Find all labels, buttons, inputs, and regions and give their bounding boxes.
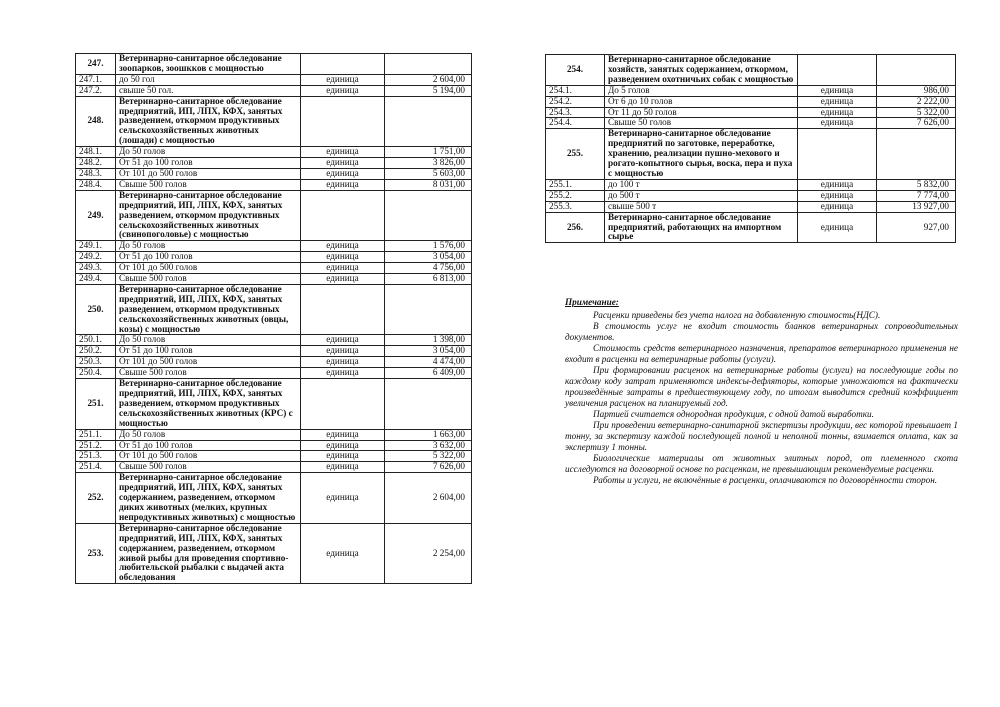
price-table-left <box>75 53 472 584</box>
row-price: 8 031,00 <box>385 179 472 190</box>
row-unit: единица <box>798 190 877 201</box>
table-section-row <box>76 523 472 583</box>
row-price: 2 254,00 <box>385 523 472 583</box>
table-section-row <box>546 55 956 86</box>
note-paragraph: Стоимость средств ветеринарного назначения, препаратов ветеринарного применения не входит в расценки на ветеринарные работы (услуги). <box>565 343 958 364</box>
table-row <box>546 179 956 190</box>
row-unit: единица <box>301 263 385 274</box>
row-unit: единица <box>798 212 877 243</box>
row-code: 251.3. <box>76 451 116 462</box>
row-code: 250.2. <box>76 346 116 357</box>
table-row <box>546 201 956 212</box>
table-row <box>76 179 472 190</box>
row-unit: единица <box>798 85 877 96</box>
row-code: 248.3. <box>76 168 116 179</box>
row-code: 255.1. <box>546 179 605 190</box>
row-unit: единица <box>301 335 385 346</box>
row-unit: единица <box>301 451 385 462</box>
row-description: От 51 до 100 голов <box>116 252 301 263</box>
row-code: 254.1. <box>546 85 605 96</box>
row-code: 249.3. <box>76 263 116 274</box>
row-price: 3 054,00 <box>385 346 472 357</box>
table-row <box>76 357 472 368</box>
row-price: 3 632,00 <box>385 440 472 451</box>
row-description: Свыше 50 голов <box>605 118 798 129</box>
table-row <box>76 263 472 274</box>
row-description: Ветеринарно-санитарное обследование предприятий, ИП, ЛПХ, КФХ, занятых разведением, откормом продуктивных сельскохозяйственных животных (КРС) с мощностью <box>116 379 301 430</box>
row-code: 248.4. <box>76 179 116 190</box>
row-code: 250.4. <box>76 368 116 379</box>
row-price: 7 774,00 <box>877 190 956 201</box>
row-code: 255.3. <box>546 201 605 212</box>
row-unit: единица <box>301 147 385 158</box>
row-description: До 50 голов <box>116 429 301 440</box>
row-code: 249.4. <box>76 274 116 285</box>
row-unit: единица <box>301 179 385 190</box>
row-price: 7 626,00 <box>385 462 472 473</box>
note-paragraph: Партией считается однородная продукция, с одной датой выработки. <box>593 409 874 419</box>
row-unit <box>798 129 877 180</box>
row-price: 3 826,00 <box>385 158 472 169</box>
note-paragraph: При проведении ветеринарно-санитарной экспертизы продукции, вес которой превышает 1 тонну, за экспертизу каждой последующей полной и неполной тонны, взимается оплата, как за экспертизу 1 тонны. <box>565 420 958 452</box>
row-unit: единица <box>301 241 385 252</box>
row-price: 4 756,00 <box>385 263 472 274</box>
price-table-right <box>545 54 956 243</box>
row-price: 2 604,00 <box>385 74 472 85</box>
row-description: свыше 50 гол. <box>116 85 301 96</box>
row-price: 5 194,00 <box>385 85 472 96</box>
row-price: 4 474,00 <box>385 357 472 368</box>
row-unit: единица <box>798 201 877 212</box>
row-description: Ветеринарно-санитарное обследование зоопарков, зоошкков с мощностью <box>116 54 301 75</box>
row-description: Ветеринарно-санитарное обследование предприятий, ИП, ЛПХ, КФХ, занятых содержанием, разведением, откормом живой рыбы для проведения спортивно-любительской рыбалки с выдачей акта обследования <box>116 523 301 583</box>
row-unit: единица <box>301 523 385 583</box>
row-description: От 101 до 500 голов <box>116 263 301 274</box>
row-unit: единица <box>798 107 877 118</box>
row-description: Ветеринарно-санитарное обследование предприятий, ИП, ЛПХ, КФХ, занятых разведением, откормом продуктивных сельскохозяйственных животных (овцы, козы) с мощностью <box>116 284 301 335</box>
row-price <box>385 284 472 335</box>
row-code: 253. <box>76 523 116 583</box>
row-description: Ветеринарно-санитарное обследование предприятий, ИП, ЛПХ, КФХ, занятых разведением, откормом продуктивных сельскохозяйственных животных (лошади) с мощностью <box>116 96 301 147</box>
row-price: 5 322,00 <box>385 451 472 462</box>
row-price: 2 222,00 <box>877 96 956 107</box>
row-code: 251. <box>76 379 116 430</box>
row-unit: единица <box>301 85 385 96</box>
table-row <box>76 440 472 451</box>
table-row <box>76 462 472 473</box>
table-row <box>546 190 956 201</box>
row-description: От 51 до 100 голов <box>116 346 301 357</box>
row-price: 2 604,00 <box>385 473 472 524</box>
table-section-row <box>546 129 956 180</box>
row-code: 251.1. <box>76 429 116 440</box>
row-code: 249.2. <box>76 252 116 263</box>
row-code: 247.1. <box>76 74 116 85</box>
row-price <box>385 54 472 75</box>
row-price: 7 626,00 <box>877 118 956 129</box>
row-unit: единица <box>301 473 385 524</box>
row-code: 251.4. <box>76 462 116 473</box>
table-row <box>76 147 472 158</box>
row-unit: единица <box>301 440 385 451</box>
row-code: 249.1. <box>76 241 116 252</box>
note-paragraph: При формировании расценок на ветеринарные работы (услуги) на последующие годы по каждому коду затрат применяются индексы-дефляторы, которые умножаются на фактически произведённые затраты в предшествующему году, по итогам выводится средний коэффициент увеличения расценок на планируемый год. <box>565 365 958 408</box>
table-section-row <box>76 379 472 430</box>
row-description: От 11 до 50 голов <box>605 107 798 118</box>
table-row <box>76 368 472 379</box>
row-price: 13 927,00 <box>877 201 956 212</box>
table-row <box>76 252 472 263</box>
row-description: Ветеринарно-санитарное обследование хозяйств, занятых содержанием, откормом, разведением охотничьих собак с мощностью <box>605 55 798 86</box>
row-unit: единица <box>301 158 385 169</box>
table-row <box>546 107 956 118</box>
row-price: 1 751,00 <box>385 147 472 158</box>
row-unit <box>301 54 385 75</box>
notes-title: Примечание: <box>565 297 619 307</box>
row-code: 248.2. <box>76 158 116 169</box>
row-description: Ветеринарно-санитарное обследование предприятий, ИП, ЛПХ, КФХ, занятых содержанием, разведением, откормом диких животных (мелких, крупных непродуктивных животных) с мощностью <box>116 473 301 524</box>
row-description: до 500 т <box>605 190 798 201</box>
row-description: От 101 до 500 голов <box>116 451 301 462</box>
table-row <box>76 451 472 462</box>
row-unit <box>798 55 877 86</box>
row-price <box>877 129 956 180</box>
row-description: До 50 голов <box>116 147 301 158</box>
row-description: Свыше 500 голов <box>116 179 301 190</box>
row-description: От 101 до 500 голов <box>116 168 301 179</box>
row-price <box>385 96 472 147</box>
table-row <box>76 241 472 252</box>
row-price: 986,00 <box>877 85 956 96</box>
row-code: 252. <box>76 473 116 524</box>
note-paragraph: Расценки приведены без учета налога на добавленную стоимость(НДС). <box>593 310 881 320</box>
row-unit: единица <box>798 96 877 107</box>
note-paragraph: Работы и услуги, не включённые в расценки, оплачиваются по договорённости сторон. <box>593 475 938 485</box>
table-row <box>546 118 956 129</box>
row-price <box>385 190 472 241</box>
row-code: 254.2. <box>546 96 605 107</box>
row-code: 247. <box>76 54 116 75</box>
row-price <box>385 379 472 430</box>
row-unit: единица <box>301 274 385 285</box>
table-section-row <box>76 284 472 335</box>
notes-block <box>565 297 958 486</box>
row-code: 248.1. <box>76 147 116 158</box>
row-code: 255.2. <box>546 190 605 201</box>
row-unit: единица <box>798 179 877 190</box>
row-unit: единица <box>301 168 385 179</box>
row-price: 3 054,00 <box>385 252 472 263</box>
row-description: От 51 до 100 голов <box>116 440 301 451</box>
row-unit: единица <box>301 368 385 379</box>
row-description: До 50 голов <box>116 335 301 346</box>
row-description: До 50 голов <box>116 241 301 252</box>
row-description: свыше 500 т <box>605 201 798 212</box>
table-row <box>76 429 472 440</box>
row-description: От 6 до 10 голов <box>605 96 798 107</box>
row-code: 254. <box>546 55 605 86</box>
row-description: Ветеринарно-санитарное обследование предприятий по заготовке, переработке, хранению, реализации пушно-мехового и рогато-копытного сырья, воска, пера и пуха с мощностью <box>605 129 798 180</box>
row-code: 251.2. <box>76 440 116 451</box>
row-price: 1 398,00 <box>385 335 472 346</box>
row-unit: единица <box>301 74 385 85</box>
row-unit: единица <box>301 252 385 263</box>
row-code: 255. <box>546 129 605 180</box>
table-section-row <box>76 190 472 241</box>
row-code: 250.3. <box>76 357 116 368</box>
row-description: Свыше 500 голов <box>116 368 301 379</box>
row-description: Ветеринарно-санитарное обследование предприятий, работающих на импортном сырье <box>605 212 798 243</box>
row-description: От 101 до 500 голов <box>116 357 301 368</box>
row-price: 6 409,00 <box>385 368 472 379</box>
row-code: 256. <box>546 212 605 243</box>
table-section-row <box>76 473 472 524</box>
table-row <box>546 96 956 107</box>
table-row <box>546 85 956 96</box>
table-row <box>76 335 472 346</box>
table-row <box>76 74 472 85</box>
row-code: 250.1. <box>76 335 116 346</box>
row-unit <box>301 190 385 241</box>
row-unit <box>301 96 385 147</box>
row-description: От 51 до 100 голов <box>116 158 301 169</box>
row-unit: единица <box>798 118 877 129</box>
row-code: 247.2. <box>76 85 116 96</box>
row-price: 6 813,00 <box>385 274 472 285</box>
row-code: 248. <box>76 96 116 147</box>
row-unit <box>301 284 385 335</box>
row-price <box>877 55 956 86</box>
row-unit: единица <box>301 357 385 368</box>
row-code: 249. <box>76 190 116 241</box>
row-unit: единица <box>301 346 385 357</box>
table-row <box>76 85 472 96</box>
row-code: 250. <box>76 284 116 335</box>
table-row <box>76 346 472 357</box>
table-row <box>76 158 472 169</box>
row-price: 5 322,00 <box>877 107 956 118</box>
row-price: 927,00 <box>877 212 956 243</box>
table-row <box>76 274 472 285</box>
row-price: 5 603,00 <box>385 168 472 179</box>
row-description: Свыше 500 голов <box>116 274 301 285</box>
row-unit: единица <box>301 429 385 440</box>
table-section-row <box>76 96 472 147</box>
note-paragraph: В стоимость услуг не входит стоимость бланков ветеринарных сопроводительных документов. <box>565 321 958 342</box>
row-description: До 5 голов <box>605 85 798 96</box>
row-price: 1 576,00 <box>385 241 472 252</box>
row-price: 5 832,00 <box>877 179 956 190</box>
table-section-row <box>546 212 956 243</box>
row-price: 1 663,00 <box>385 429 472 440</box>
row-description: Свыше 500 голов <box>116 462 301 473</box>
row-unit <box>301 379 385 430</box>
table-row <box>76 168 472 179</box>
row-unit: единица <box>301 462 385 473</box>
row-code: 254.4. <box>546 118 605 129</box>
row-description: до 50 гол <box>116 74 301 85</box>
row-code: 254.3. <box>546 107 605 118</box>
note-paragraph: Биологические материалы от животных элитных пород, от племенного скота исследуются на договорной основе по расценкам, не превышающим рекомендуемые расценки. <box>565 453 958 474</box>
row-description: Ветеринарно-санитарное обследование предприятий, ИП, ЛПХ, КФХ, занятых разведением, откормом продуктивных сельскохозяйственных животных (свинопоголовье) с мощностью <box>116 190 301 241</box>
table-section-row <box>76 54 472 75</box>
row-description: до 100 т <box>605 179 798 190</box>
